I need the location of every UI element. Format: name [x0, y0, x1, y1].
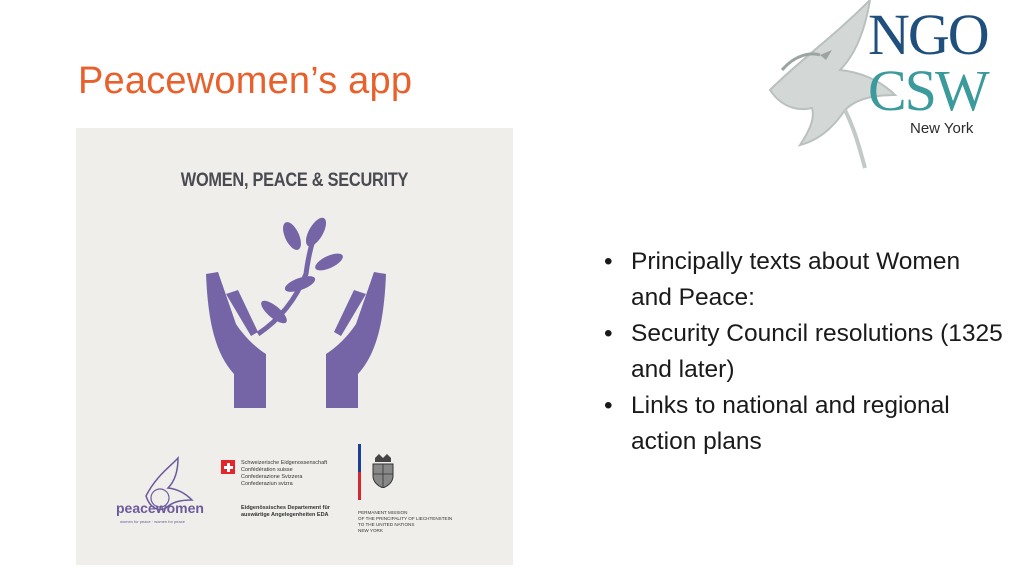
slide-title: Peacewomen’s app [78, 60, 413, 102]
bullet-item: • Security Council resolutions (1325 and later) [604, 316, 1004, 388]
swiss-confederation-names: Schweizerische Eidgenossenschaft Confédération suisse Confederazione Svizzera Confederaziun svizra [241, 460, 328, 487]
poster-heading: WOMEN, PEACE & SECURITY [180, 170, 409, 191]
bullet-item: • Links to national and regional action plans [604, 388, 1004, 460]
ngo-wordmark: NGO [868, 2, 988, 67]
peacewomen-wordmark: peacewomen [116, 500, 204, 516]
csw-wordmark: CSW [868, 58, 988, 123]
bullet-item: • Principally texts about Women and Peace: [604, 244, 1004, 316]
swiss-department-name: Eidgenössisches Departement für auswärtige Angelegenheiten EDA [241, 505, 330, 518]
liechtenstein-red-bar [358, 472, 361, 500]
ngo-csw-logo [760, 0, 1024, 170]
wps-app-poster [76, 128, 513, 565]
logo-location: New York [910, 120, 974, 137]
liechtenstein-mission-text: PERMANENT MISSION OF THE PRINCIPALITY OF LIECHTENSTEIN TO THE UNITED NATIONS NEW YORK [358, 510, 453, 533]
hands-with-sprout-icon [196, 214, 396, 414]
liechtenstein-crest-icon [370, 454, 396, 488]
bullet-list [604, 244, 1004, 460]
peacewomen-tagline: women for peace · women for peace [120, 519, 185, 524]
liechtenstein-blue-bar [358, 444, 361, 472]
swiss-flag-icon [221, 460, 235, 474]
